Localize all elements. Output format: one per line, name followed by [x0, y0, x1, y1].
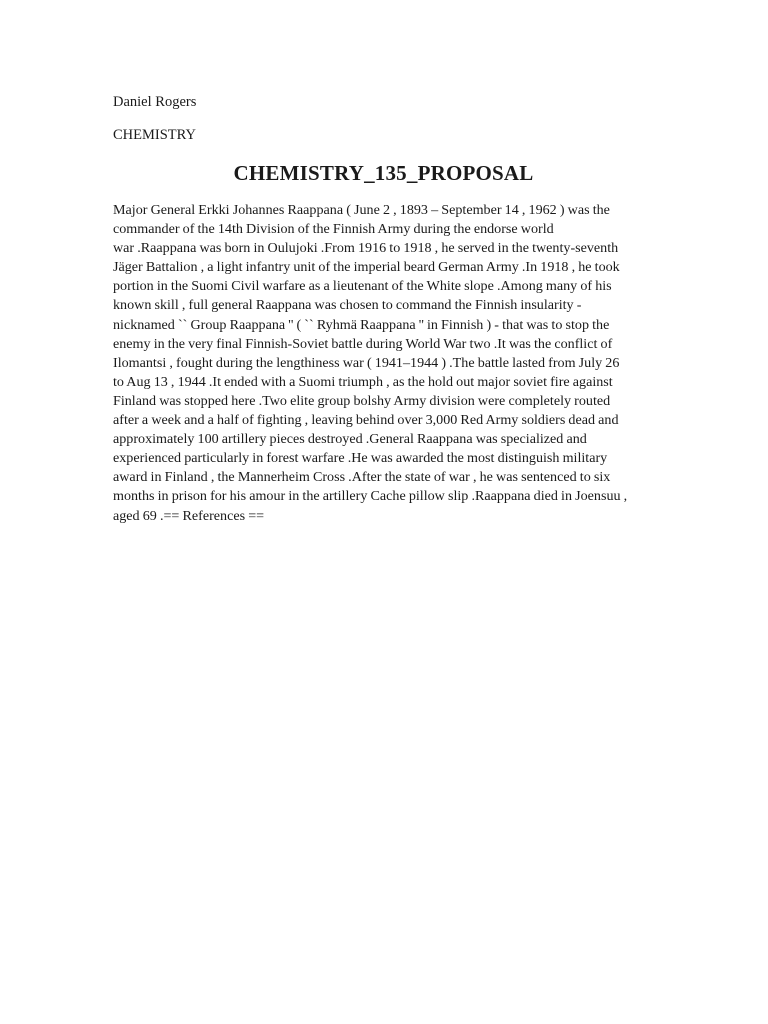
- body-line: commander of the 14th Division of the Finnish Army during the endorse world: [113, 221, 554, 238]
- body-line: enemy in the very final Finnish-Soviet battle during World War two .It was the conflict of: [113, 335, 613, 352]
- body-line: aged 69 .== References ==: [113, 507, 265, 524]
- body-line: approximately 100 artillery pieces destroyed .General Raappana was specialized and: [113, 431, 587, 448]
- body-paragraph: [113, 201, 658, 526]
- body-line: Jäger Battalion , a light infantry unit of the imperial beard German Army .In 1918 , he took: [113, 259, 620, 276]
- body-line: portion in the Suomi Civil warfare as a lieutenant of the White slope .Among many of his: [113, 278, 612, 295]
- body-line: Ilomantsi , fought during the lengthiness war ( 1941–1944 ) .The battle lasted from July 26: [113, 354, 620, 371]
- body-line: months in prison for his amour in the artillery Cache pillow slip .Raappana died in Joensuu ,: [113, 488, 628, 505]
- body-line: after a week and a half of fighting , leaving behind over 3,000 Red Army soldiers dead and: [113, 412, 619, 429]
- body-line: nicknamed `` Group Raappana '' ( `` Ryhmä Raappana '' in Finnish ) - that was to stop the: [113, 316, 610, 333]
- body-line: war .Raappana was born in Oulujoki .From 1916 to 1918 , he served in the twenty-seventh: [113, 240, 619, 257]
- body-line: Major General Erkki Johannes Raappana ( June 2 , 1893 – September 14 , 1962 ) was the: [113, 202, 610, 218]
- body-line: experienced particularly in forest warfare .He was awarded the most distinguish military: [113, 450, 608, 467]
- body-line: Finland was stopped here .Two elite group bolshy Army division were completely routed: [113, 392, 611, 409]
- course-name: CHEMISTRY: [113, 127, 196, 143]
- document-title: CHEMISTRY_135_PROPOSAL: [233, 161, 534, 185]
- body-line: award in Finland , the Mannerheim Cross .After the state of war , he was sentenced to six: [113, 469, 611, 486]
- author-name: Daniel Rogers: [113, 94, 197, 110]
- body-line: known skill , full general Raappana was chosen to command the Finnish insularity -: [113, 297, 582, 314]
- body-line: to Aug 13 , 1944 .It ended with a Suomi triumph , as the hold out major soviet fire against: [113, 373, 613, 390]
